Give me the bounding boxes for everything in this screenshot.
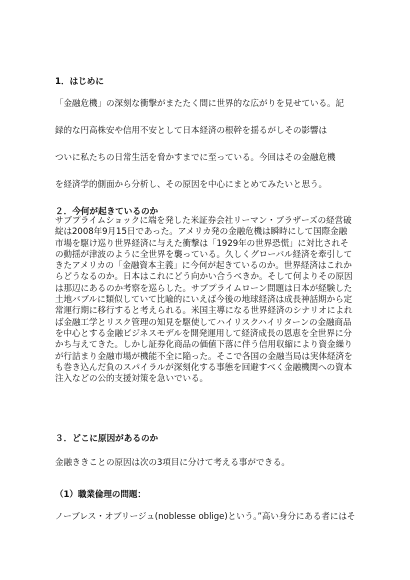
section-2-heading: ２．今何が起きているのか bbox=[55, 207, 159, 217]
section-2-paragraph: サブプライムショックに端を発した米証券会社リーマン・ブラザーズの経営破綻は2008年9月15日であった。アメリカ発の金融危機は瞬時にして国際金融市場を駆け巡り世界経済に与えた衝撃は「1929年の世界恐慌」に対比されその動揺が津波のように全世界を襲っている。久しくグローバル経済を牽引してきたアメリカの「金融資本主義」に今何が起きているのか。世界経済はこれからどうなるのか。日本はこれにどう向かい合うべきか。そして何よりその原因は那辺にあるのか考察を巡らした。サブプライムローン問題は日本が経験した土地バブルに類似していて比喩的にいえば今後の地球経済は成長神話期から定常運行期に移行すると考えられる。米国主導になる世界経済のシナリオによれば金融工学とリスク管理の知見を駆使してハイリスクハイリターンの金融商品を中心とする金融ビジネスモデルを開発運用して経済成長の恩恵を全世界に分かち与えてきた。しかし証券化商品の価値下落に伴う信用収縮により資金繰りが行詰まり金融市場が機能不全に陥った。そこで各国の金融当局は実体経済をも巻き込んだ負のスパイラルが深刻化する事態を回避すべく金融機関への資本注入などの公的支援対策を急いでいる。 bbox=[55, 216, 353, 385]
section-1-line-3: ついに私たちの日常生活を脅かすまでに至っている。今回はその金融危機 bbox=[55, 153, 336, 163]
subsection-first-line: ノーブレス・オブリージュ(noblesse oblige)という。”高い身分にある者にはそ bbox=[55, 512, 356, 522]
section-1-line-1: 「金融危機」の深刻な衝撃がまたたく間に世界的な広がりを見せている。記 bbox=[55, 99, 345, 109]
section-3-line-1: 金融ききことの原因は次の3項目に分けて考える事ができる。 bbox=[55, 458, 290, 468]
section-1-line-4: を経済学的側面から分析し、その原因を中心にまとめてみたいと思う。 bbox=[55, 180, 328, 190]
section-1-line-2: 録的な円高株安や信用不安として日本経済の根幹を揺るがしその影響は bbox=[55, 126, 328, 136]
subsection-label: （1）職業倫理の問題： bbox=[55, 490, 146, 500]
section-3-heading: ３．どこに原因があるのか bbox=[55, 434, 159, 444]
section-1-heading: 1．はじめに bbox=[55, 77, 104, 87]
